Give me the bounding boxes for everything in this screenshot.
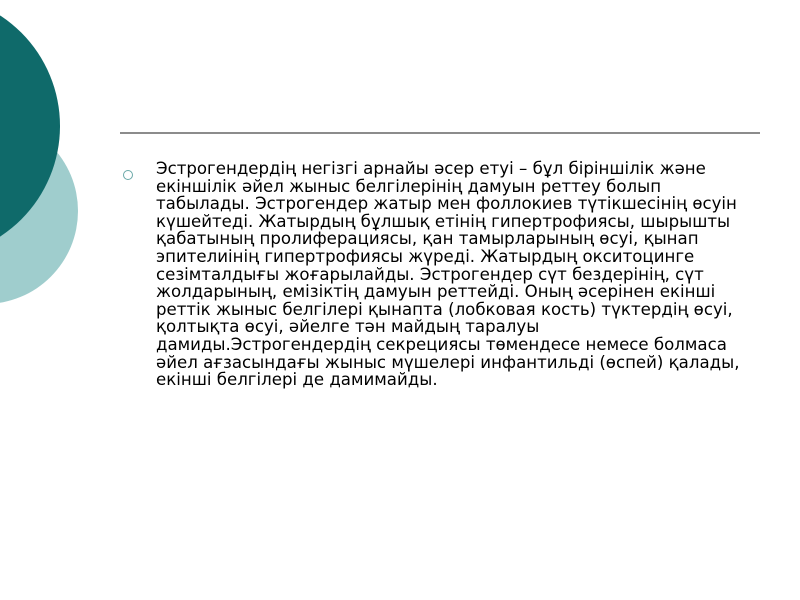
title-divider (120, 132, 760, 134)
body-paragraph: Эстрогендердің негізгі арнайы әсер етуі – бұл біріншілік және екіншілік әйел жыныс белгілерінің дамуын реттеу болып табылады. Эстрогендер жатыр мен фоллокиев түтікшесінің өсуін күшейтеді. Жатырдың бұлшық етінің гипертрофиясы, шырышты қабатының пролиферациясы, қан тамырларының өсуі, қынап эпителиінің гипертрофиясы жүреді. Жатырдың окситоцинге сезімталдығы жоғарылайды. Эстрогендер сүт бездерінің, сүт жолдарының, емізіктің дамуын реттейді. Оның әсерінен екінші реттік жыныс белгілері қынапта (лобковая кость) түктердің өсуі, қолтықта өсуі, әйелге тән майдың таралуы дамиды.Эстрогендердің секрециясы төмендесе немесе болмаса әйел ағзасындағы жыныс мүшелері инфантильді (өспей) қалады, екінші белгілері де дамимайды. (156, 159, 740, 390)
bullet-circle-icon (123, 170, 133, 180)
